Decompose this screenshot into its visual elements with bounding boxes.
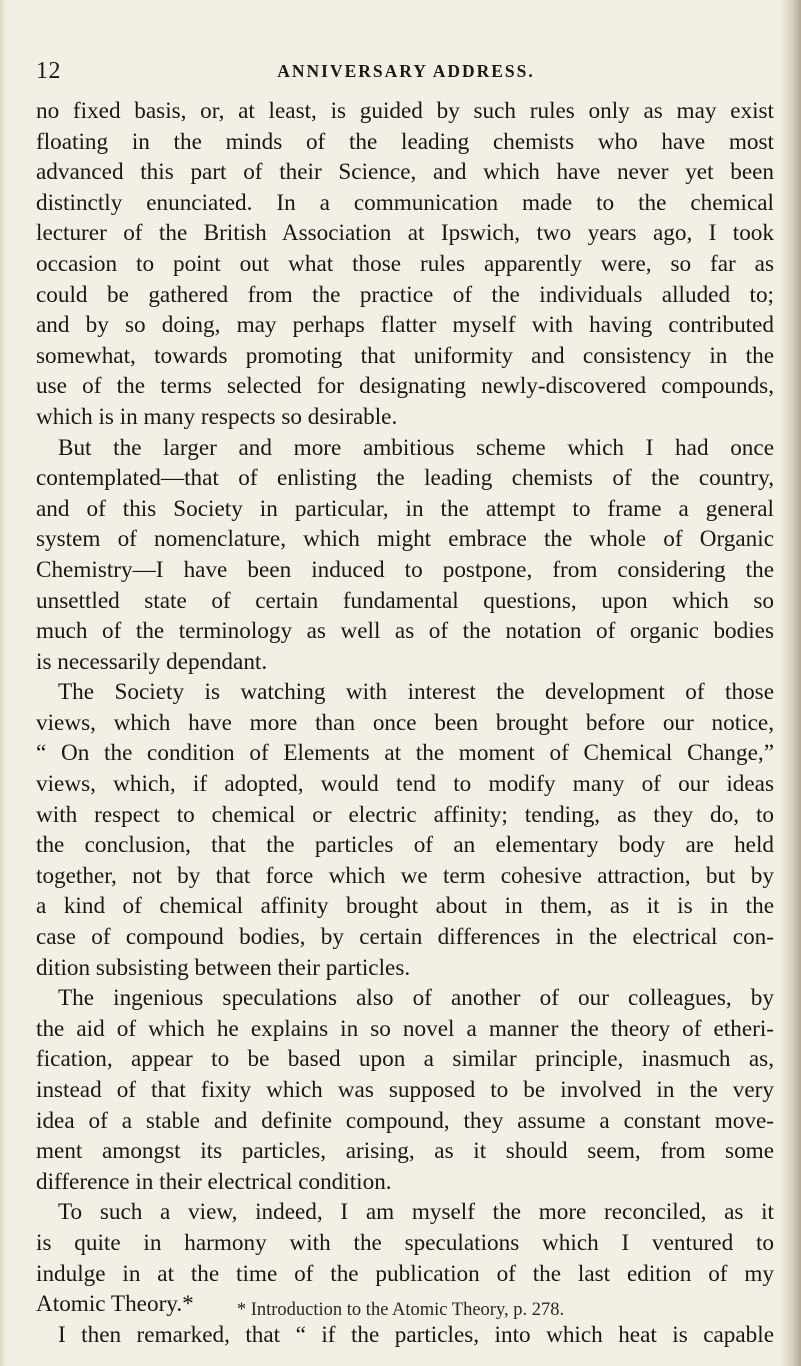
text-line: contemplated—that of enlisting the leading chemists of the country, xyxy=(36,465,774,492)
text-line: together, not by that force which we term cohesive attraction, but by xyxy=(36,862,774,889)
text-line: and by so doing, may perhaps flatter myself with having contributed xyxy=(36,312,774,339)
text-line: “ On the condition of Elements at the moment of Chemical Change,” xyxy=(36,740,774,767)
text-line: floating in the minds of the leading chemists who have most xyxy=(36,128,774,155)
text-line: ment amongst its particles, arising, as it should seem, from some xyxy=(36,1138,774,1165)
text-line: use of the terms selected for designating newly-discovered compounds, xyxy=(36,373,774,400)
text-line: Atomic Theory.* xyxy=(36,1291,194,1318)
text-line: no fixed basis, or, at least, is guided by such rules only as may exist xyxy=(36,98,774,124)
text-line: indulge in at the time of the publication of the last edition of my xyxy=(36,1260,774,1287)
text-line: views, which have more than once been brought before our notice, xyxy=(36,709,774,736)
text-line: case of compound bodies, by certain differences in the electrical con- xyxy=(36,924,774,951)
text-line: difference in their electrical condition. xyxy=(36,1168,392,1195)
text-line: is necessarily dependant. xyxy=(36,648,268,675)
page-edge-shadow xyxy=(779,0,801,1366)
text-line: the conclusion, that the particles of an elementary body are held xyxy=(36,832,774,859)
text-line: Chemistry—I have been induced to postpone, from considering the xyxy=(36,556,774,583)
text-line: with respect to chemical or electric affinity; tending, as they do, to xyxy=(36,801,774,828)
text-line: occasion to point out what those rules apparently were, so far as xyxy=(36,250,774,277)
body-text xyxy=(36,96,774,1350)
text-line: idea of a stable and definite compound, they assume a constant move- xyxy=(36,1107,774,1134)
text-line: the aid of which he explains in so novel a manner the theory of etheri- xyxy=(36,1015,774,1042)
text-line: advanced this part of their Science, and which have never yet been xyxy=(36,159,774,186)
text-line: which is in many respects so desirable. xyxy=(36,403,398,430)
text-line: much of the terminology as well as of the notation of organic bodies xyxy=(36,618,774,645)
page-header xyxy=(36,58,776,88)
text-line: is quite in harmony with the speculations which I ventured to xyxy=(36,1229,774,1256)
text-line: system of nomenclature, which might embrace the whole of Organic xyxy=(36,526,774,553)
page-gutter-shadow xyxy=(0,0,6,1366)
text-line: distinctly enunciated. In a communication made to the chemical xyxy=(36,189,774,216)
text-line: The Society is watching with interest the development of those xyxy=(58,679,774,706)
text-line: and of this Society in particular, in the attempt to frame a general xyxy=(36,495,774,522)
text-line: But the larger and more ambitious scheme which I had once xyxy=(58,434,774,461)
text-line: unsettled state of certain fundamental questions, upon which so xyxy=(36,587,774,614)
page-number: 12 xyxy=(36,58,61,84)
text-line: somewhat, towards promoting that uniformity and consistency in the xyxy=(36,342,774,369)
text-line: a kind of chemical affinity brought about in them, as it is in the xyxy=(36,893,774,920)
text-line: The ingenious speculations also of another of our colleagues, by xyxy=(58,985,774,1012)
running-head: ANNIVERSARY ADDRESS. xyxy=(277,61,535,81)
text-line: dition subsisting between their particles. xyxy=(36,954,411,981)
footnote: * Introduction to the Atomic Theory, p. 278. xyxy=(236,1300,565,1320)
text-line: fication, appear to be based upon a similar principle, inasmuch as, xyxy=(36,1046,774,1073)
text-line: lecturer of the British Association at Ipswich, two years ago, I took xyxy=(36,220,774,247)
text-line: views, which, if adopted, would tend to modify many of our ideas xyxy=(36,771,774,798)
text-line: To such a view, indeed, I am myself the more reconciled, as it xyxy=(58,1199,774,1226)
text-line: instead of that fixity which was supposed to be involved in the very xyxy=(36,1077,774,1103)
text-line: I then remarked, that “ if the particles, into which heat is capable xyxy=(58,1321,774,1348)
text-line: could be gathered from the practice of the individuals alluded to; xyxy=(36,281,774,308)
